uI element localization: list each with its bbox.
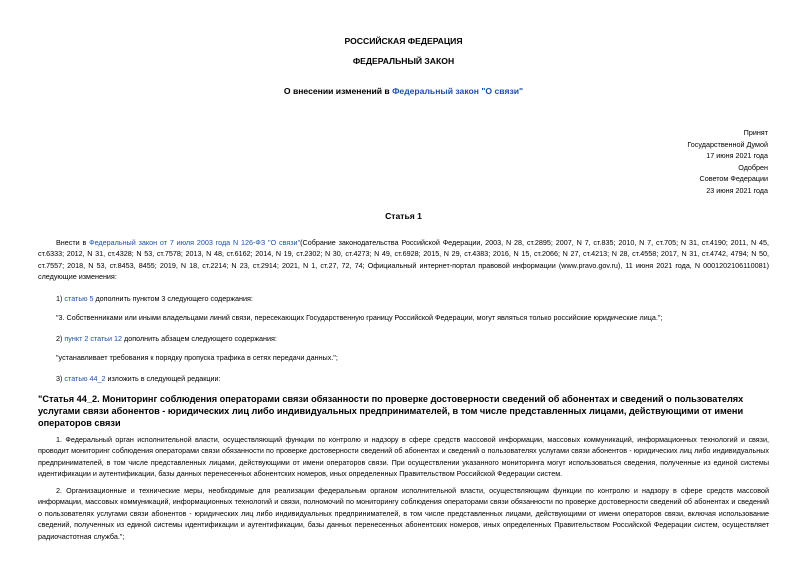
- intro-prefix: Внести в: [56, 238, 90, 247]
- adoption-line: Одобрен: [738, 162, 768, 172]
- adoption-line: Принят: [743, 128, 768, 137]
- quote-1: "3. Собственниками или иными владельцами линий связи, пересекающих Государственную границу Российской Федерации, могут являться только российские юридические лица.";: [56, 313, 663, 322]
- adoption-block: [687, 127, 768, 197]
- law-title: [0, 86, 807, 96]
- item2-link-article[interactable]: статьи 12: [90, 334, 123, 343]
- item1-text: дополнить пунктом 3 следующего содержания:: [93, 294, 253, 303]
- adoption-line: Советом Федерации: [699, 174, 768, 184]
- amendment-item-1: [56, 293, 253, 304]
- item3-text: изложить в следующей редакции:: [105, 374, 221, 383]
- item-number: 1): [56, 294, 65, 303]
- adoption-line: Государственной Думой: [687, 139, 768, 149]
- quote-2: "устанавливает требования к порядку пропуска трафика в сетях передачи данных.";: [56, 353, 338, 362]
- article-title: Статья 1: [385, 211, 422, 221]
- law-title-link[interactable]: Федеральный закон "О связи": [392, 86, 524, 96]
- item2-link-point[interactable]: пункт 2: [64, 334, 89, 343]
- adoption-line: 23 июня 2021 года: [706, 185, 768, 195]
- new-article-paragraph-2: 2. Организационные и технические меры, необходимые для реализации федеральным органом исполнительной власти, осуществляющим функции по контролю и надзору в сфере средств массовой информации, массовых коммуникаций, информационных технологий и связи, полномочий по мониторингу соблюдения операторами связи обязанности по проверке достоверности сведений об абонентах и сведений о пользователях услугами связи абонентов - юридических лиц либо индивидуальных предпринимателей, в том числе представленных лицами, действующими от имени операторов связи, включая использование сведений, полученных из единой системы идентификации и аутентификации, базы данных перенесенных абонентских номеров, иных определенных Правительством Российской Федерации систем, осуществляет радиочастотная служба.";: [38, 486, 769, 541]
- item1-link[interactable]: статью 5: [64, 294, 94, 303]
- adoption-line: 17 июня 2021 года: [706, 151, 768, 161]
- amendment-item-3: [56, 373, 221, 384]
- intro-citations: (Собрание законодательства Российской Федерации, 2003, N 28, ст.2895; 2007, N 7, ст.835; 2010, N 7, ст.705; N 31, ст.4190; 2011, N 45, ст.6333; 2012, N 31, ст.4328; N 53, ст.7578; 2013, N 48, ст.6162; 2014, N 19, ст.2302; N 30, ст.4273; N 49, ст.6928; 2015, N 29, ст.4383; 2016, N 15, ст.2066; N 27, ст.4213; N 28, ст.4558; 2017, N 31, ст.4742, 4794; N 50, ст.7557; 2018, N 53, ст.8453, 8455; 2019, N 18, ст.2214; N 23, ст.2914; 2021, N 1, ст.27, 72, 74; Официальный интернет-портал правовой информации (www.pravo.gov.ru), 11 июня 2021 года, N 0001202106110081) следующие изменения:: [38, 238, 769, 282]
- new-article-paragraph-1: 1. Федеральный орган исполнительной власти, осуществляющий функции по контролю и надзору в сфере средств массовой информации, массовых коммуникаций, информационных технологий и связи, проводит мониторинг соблюдения операторами связи обязанности по проверке достоверности сведений об абонентах и сведений о пользователях услугами связи абонентов - юридических лиц либо индивидуальных предпринимателей, в том числе представленных лицами, действующими от имени операторов связи. При осуществлении указанного мониторинга могут использоваться сведения, полученные из единой системы идентификации и аутентификации, базы данных перенесенных абонентских номеров, иных определенных Правительством Российской Федерации систем.: [38, 435, 769, 479]
- item-number: 2): [56, 334, 65, 343]
- new-article-heading: "Статья 44_2. Мониторинг соблюдения операторами связи обязанности по проверке достоверности сведений об абонентах и сведений о пользователях услугами связи абонентов - юридических лиц либо индивидуальных предпринимателей, в том числе представленных лицами, действующими от имени операторов связи: [38, 394, 744, 429]
- item-number: 3): [56, 374, 65, 383]
- intro-law-link[interactable]: Федеральный закон от 7 июля 2003 года N 126-ФЗ "О связи": [89, 238, 301, 247]
- law-title-prefix: О внесении изменений в: [283, 86, 393, 96]
- amendment-item-2: [56, 333, 277, 344]
- article-intro: [38, 237, 769, 283]
- item2-text: дополнить абзацем следующего содержания:: [122, 334, 277, 343]
- law-type-heading: ФЕДЕРАЛЬНЫЙ ЗАКОН: [352, 56, 455, 66]
- country-heading: РОССИЙСКАЯ ФЕДЕРАЦИЯ: [344, 36, 463, 46]
- item3-link[interactable]: статью 44_2: [64, 374, 106, 383]
